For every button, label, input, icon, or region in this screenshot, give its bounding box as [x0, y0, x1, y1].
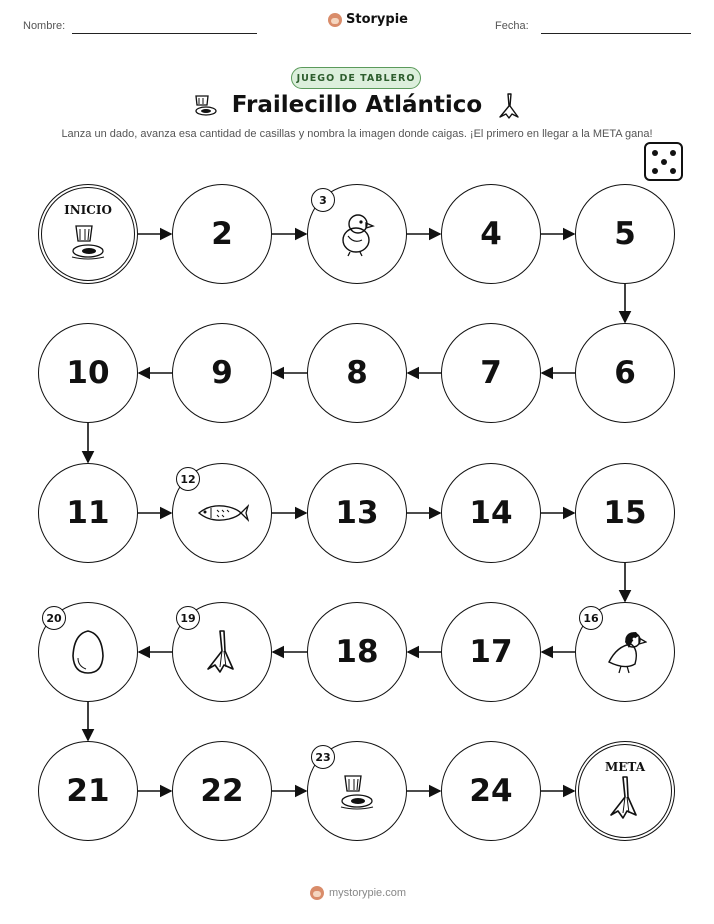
board-space-18 — [307, 602, 407, 702]
space-number: 21 — [66, 773, 110, 809]
burrow-icon — [68, 221, 108, 265]
board-space-8 — [307, 323, 407, 423]
space-number: 4 — [480, 216, 502, 252]
space-number-tag: 12 — [176, 467, 200, 491]
date-label: Fecha: — [495, 20, 529, 32]
board-space-10 — [38, 323, 138, 423]
footer — [310, 886, 406, 900]
space-number-tag: 20 — [42, 606, 66, 630]
space-number: 7 — [480, 355, 502, 391]
instructions-text: Lanza un dado, avanza esa cantidad de casillas y nombra la imagen donde caigas. ¡El primero en llegar a la META gana! — [61, 128, 653, 140]
board-space-3 — [307, 184, 407, 284]
board-space-4 — [441, 184, 541, 284]
name-label: Nombre: — [23, 20, 66, 32]
board-space-5 — [575, 184, 675, 284]
space-number: 11 — [66, 495, 110, 531]
board-space-20 — [38, 602, 138, 702]
board-space-7 — [441, 323, 541, 423]
page-title: Frailecillo Atlántico — [231, 92, 483, 118]
space-number: 15 — [603, 495, 647, 531]
space-number-tag: 23 — [311, 745, 335, 769]
egg-icon — [68, 628, 108, 680]
space-number: 17 — [469, 634, 513, 670]
board-space-21 — [38, 741, 138, 841]
board-space-9 — [172, 323, 272, 423]
board-space-13 — [307, 463, 407, 563]
board-space-6 — [575, 323, 675, 423]
board-space-14 — [441, 463, 541, 563]
start-space — [38, 184, 138, 284]
board-space-16 — [575, 602, 675, 702]
finish-space — [575, 741, 675, 841]
board-space-15 — [575, 463, 675, 563]
board-space-24 — [441, 741, 541, 841]
space-number: 2 — [211, 216, 233, 252]
burrow-icon — [337, 771, 377, 815]
space-number: 18 — [335, 634, 379, 670]
board-space-2 — [172, 184, 272, 284]
board-space-12 — [172, 463, 272, 563]
space-number: 6 — [614, 355, 636, 391]
footer-site: mystorypie.com — [329, 887, 407, 899]
webbed-foot-icon — [205, 629, 239, 679]
space-number: 10 — [66, 355, 110, 391]
fish-icon — [195, 500, 249, 530]
space-number: 13 — [335, 495, 379, 531]
finish-label: META — [604, 760, 645, 774]
start-label: INICIO — [64, 203, 112, 217]
storypie-logo-icon — [310, 886, 324, 900]
space-number: 14 — [469, 495, 513, 531]
space-number: 24 — [469, 773, 513, 809]
board-space-23 — [307, 741, 407, 841]
webbed-foot-icon — [608, 775, 642, 825]
brand-name: Storypie — [346, 12, 408, 27]
space-number: 8 — [346, 355, 368, 391]
board-space-22 — [172, 741, 272, 841]
board-space-11 — [38, 463, 138, 563]
space-number: 5 — [614, 216, 636, 252]
game-type-badge: JUEGO DE TABLERO — [291, 67, 421, 89]
space-number-tag: 19 — [176, 606, 200, 630]
space-number: 22 — [200, 773, 244, 809]
puffin-icon — [603, 628, 647, 680]
board-space-17 — [441, 602, 541, 702]
space-number: 9 — [211, 355, 233, 391]
space-number-tag: 16 — [579, 606, 603, 630]
space-number-tag: 3 — [311, 188, 335, 212]
board-space-19 — [172, 602, 272, 702]
puffin-chick-icon — [336, 210, 378, 262]
